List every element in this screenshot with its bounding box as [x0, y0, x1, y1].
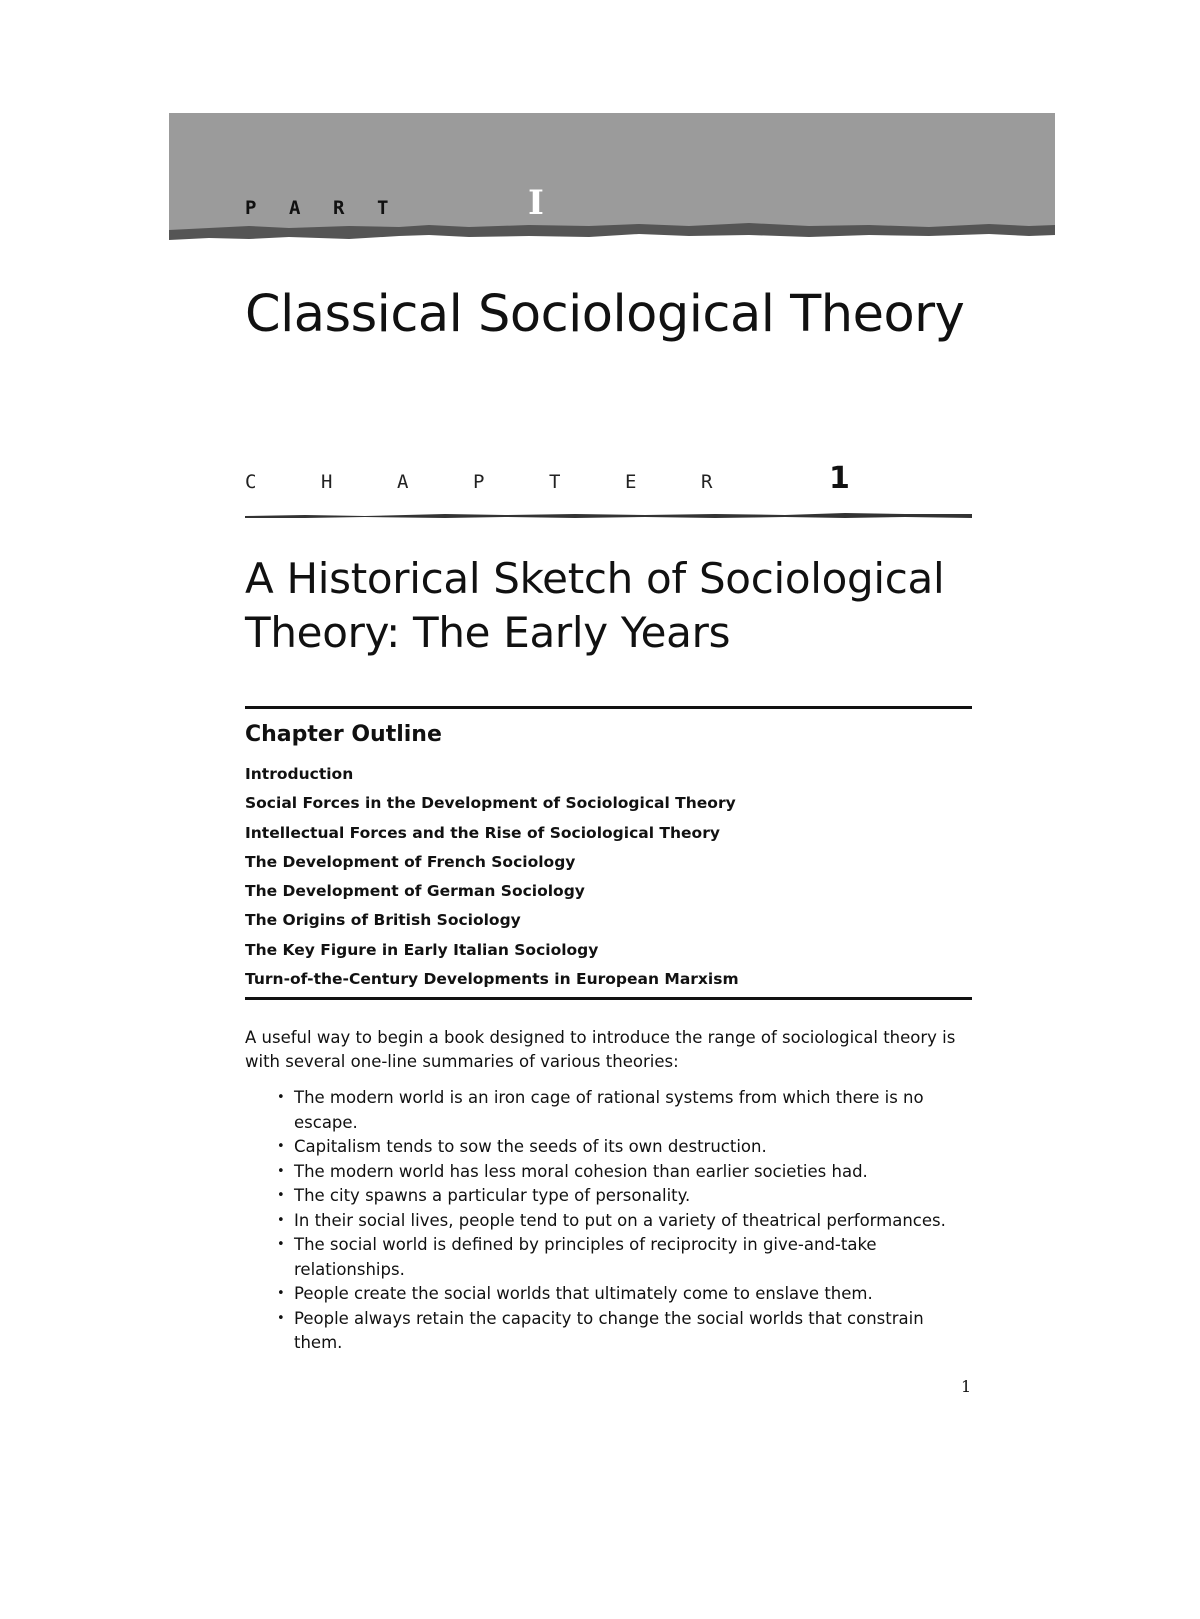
list-item: • The modern world is an iron cage of rational systems from which there is no escape. — [277, 1086, 977, 1135]
chapter-outline-heading: Chapter Outline — [245, 722, 442, 747]
chapter-letter: A — [397, 471, 409, 493]
list-item: • The city spawns a particular type of personality. — [277, 1184, 977, 1209]
list-item: • In their social lives, people tend to put on a variety of theatrical performances. — [277, 1209, 977, 1234]
chapter-number: 1 — [829, 461, 850, 496]
part-title: Classical Sociological Theory — [245, 285, 965, 344]
chapter-letter: T — [549, 471, 561, 493]
outline-item: Social Forces in the Development of Sociological Theory — [245, 794, 736, 813]
outline-bottom-rule — [245, 997, 972, 1000]
theory-summary-list — [277, 1086, 977, 1356]
outline-item: The Origins of British Sociology — [245, 911, 521, 930]
chapter-title-line: Theory: The Early Years — [245, 608, 731, 657]
intro-paragraph: A useful way to begin a book designed to introduce the range of sociological theory is with several one-line summaries of various theories: — [245, 1028, 956, 1071]
outline-top-rule — [245, 706, 972, 709]
chapter-letter: H — [321, 471, 333, 493]
outline-item: The Development of German Sociology — [245, 882, 585, 901]
outline-item: Introduction — [245, 765, 354, 783]
chapter-letter: E — [625, 471, 637, 493]
chapter-rule — [245, 509, 972, 521]
chapter-outline-list — [245, 760, 739, 994]
part-number: I — [528, 183, 544, 223]
chapter-letter: R — [701, 471, 713, 493]
part-label — [245, 197, 421, 219]
chapter-letter: P — [473, 471, 485, 493]
list-item: • People create the social worlds that ultimately come to enslave them. — [277, 1282, 977, 1307]
part-letter: A — [289, 197, 301, 219]
chapter-letter: C — [245, 471, 257, 493]
list-item: • People always retain the capacity to change the social worlds that constrain them. — [277, 1307, 977, 1356]
outline-item: Intellectual Forces and the Rise of Sociological Theory — [245, 823, 720, 842]
part-banner-background — [169, 113, 1055, 248]
part-banner — [169, 113, 1055, 248]
list-item: • The modern world has less moral cohesion than earlier societies had. — [277, 1160, 977, 1185]
part-letter: T — [377, 197, 389, 219]
list-item: • Capitalism tends to sow the seeds of its own destruction. — [277, 1135, 977, 1160]
outline-item: The Key Figure in Early Italian Sociology — [245, 940, 599, 959]
part-letter: R — [333, 197, 345, 219]
chapter-title — [245, 552, 985, 660]
outline-item: The Development of French Sociology — [245, 852, 576, 871]
part-letter: P — [245, 197, 257, 219]
chapter-title-line: A Historical Sketch of Sociological — [245, 554, 945, 603]
list-item: • The social world is defined by principles of reciprocity in give-and-take relationships. — [277, 1233, 977, 1282]
page-number: 1 — [961, 1377, 972, 1396]
chapter-label-row — [245, 461, 972, 525]
outline-item: Turn-of-the-Century Developments in European Marxism — [245, 970, 739, 989]
chapter-label — [245, 471, 777, 493]
